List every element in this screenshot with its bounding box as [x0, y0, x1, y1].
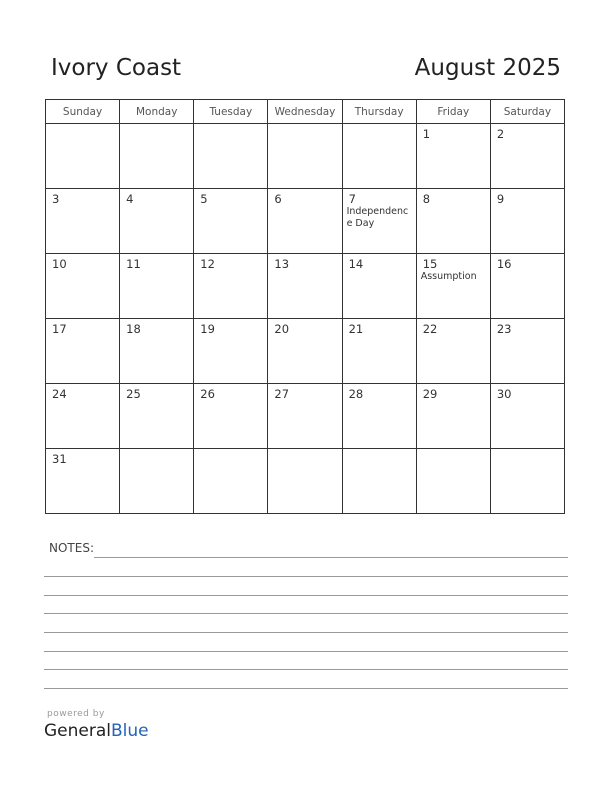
day-number: 4 [126, 192, 134, 206]
weekday-header: Saturday [490, 100, 564, 124]
day-number: 27 [274, 387, 290, 401]
day-cell [268, 449, 342, 514]
day-cell [490, 254, 564, 319]
day-number: 17 [52, 322, 67, 336]
day-number: 23 [496, 322, 512, 336]
week-row [46, 449, 565, 514]
day-number: 28 [348, 387, 364, 401]
day-cell [416, 254, 490, 319]
day-number: 15 [422, 257, 438, 271]
day-cell [342, 319, 416, 384]
note-line [44, 595, 568, 596]
weekday-header: Tuesday [194, 100, 268, 124]
day-number: 29 [422, 387, 438, 401]
note-line [44, 613, 568, 614]
day-cell [268, 254, 342, 319]
notes-label: NOTES: [49, 541, 94, 555]
holiday-label: Assumption [420, 271, 477, 282]
day-cell [46, 384, 120, 449]
day-cell [268, 319, 342, 384]
day-cell [46, 254, 120, 319]
day-number: 10 [52, 257, 67, 271]
day-cell [342, 189, 416, 254]
day-cell [268, 384, 342, 449]
day-cell [46, 319, 120, 384]
weekday-header: Wednesday [268, 100, 342, 124]
day-number: 18 [126, 322, 141, 336]
day-cell [194, 449, 268, 514]
day-number: 3 [52, 192, 60, 206]
note-line [44, 651, 568, 652]
day-number: 8 [422, 192, 431, 206]
week-row [46, 189, 565, 254]
day-number: 11 [126, 257, 141, 271]
day-number: 25 [126, 387, 141, 401]
day-cell [268, 124, 342, 189]
day-number: 13 [274, 257, 290, 271]
day-cell [120, 384, 194, 449]
day-number: 30 [496, 387, 512, 401]
holiday-label: Independence Day [346, 206, 409, 229]
week-row [46, 384, 565, 449]
brand-blue: Blue [111, 721, 149, 741]
day-cell [194, 254, 268, 319]
brand-general: General [44, 721, 111, 741]
weekday-header: Sunday [46, 100, 120, 124]
day-number: 31 [52, 452, 67, 466]
day-number: 19 [200, 322, 215, 336]
day-number: 14 [348, 257, 364, 271]
day-number: 7 [348, 192, 356, 206]
weekday-header: Friday [416, 100, 490, 124]
day-number: 16 [496, 257, 512, 271]
note-line [44, 576, 568, 577]
day-cell [120, 319, 194, 384]
day-number: 24 [52, 387, 67, 401]
day-number: 21 [348, 322, 364, 336]
week-row [46, 254, 565, 319]
day-cell [46, 124, 120, 189]
day-cell [46, 449, 120, 514]
day-number: 9 [496, 192, 505, 206]
day-cell [194, 319, 268, 384]
week-row [46, 124, 565, 189]
weekday-header: Thursday [342, 100, 416, 124]
day-cell [416, 124, 490, 189]
day-cell [416, 449, 490, 514]
day-cell [490, 384, 564, 449]
country-title: Ivory Coast [51, 55, 182, 81]
day-cell [490, 189, 564, 254]
day-cell [194, 189, 268, 254]
day-cell [416, 319, 490, 384]
day-number: 1 [422, 127, 431, 141]
day-cell [120, 124, 194, 189]
calendar-grid [45, 99, 565, 514]
note-line [44, 632, 568, 633]
day-cell [342, 124, 416, 189]
day-cell [46, 189, 120, 254]
day-cell [120, 254, 194, 319]
note-line [44, 669, 568, 670]
day-number: 12 [200, 257, 215, 271]
day-number: 5 [200, 192, 208, 206]
day-cell [120, 189, 194, 254]
month-year-title: August 2025 [414, 55, 561, 81]
brand-logo [44, 721, 149, 741]
note-line [94, 557, 568, 558]
day-number: 26 [200, 387, 215, 401]
day-cell [194, 384, 268, 449]
weekday-header-row [46, 100, 565, 124]
powered-by-label: powered by [47, 709, 105, 719]
note-line [44, 688, 568, 689]
day-cell [490, 319, 564, 384]
day-cell [490, 449, 564, 514]
day-cell [342, 384, 416, 449]
day-number: 2 [496, 127, 505, 141]
day-cell [342, 254, 416, 319]
week-row [46, 319, 565, 384]
day-cell [490, 124, 564, 189]
day-cell [416, 189, 490, 254]
day-number: 20 [274, 322, 290, 336]
day-cell [194, 124, 268, 189]
weekday-header: Monday [120, 100, 194, 124]
day-cell [120, 449, 194, 514]
day-number: 6 [274, 192, 282, 206]
day-cell [342, 449, 416, 514]
day-cell [416, 384, 490, 449]
day-cell [268, 189, 342, 254]
day-number: 22 [422, 322, 438, 336]
